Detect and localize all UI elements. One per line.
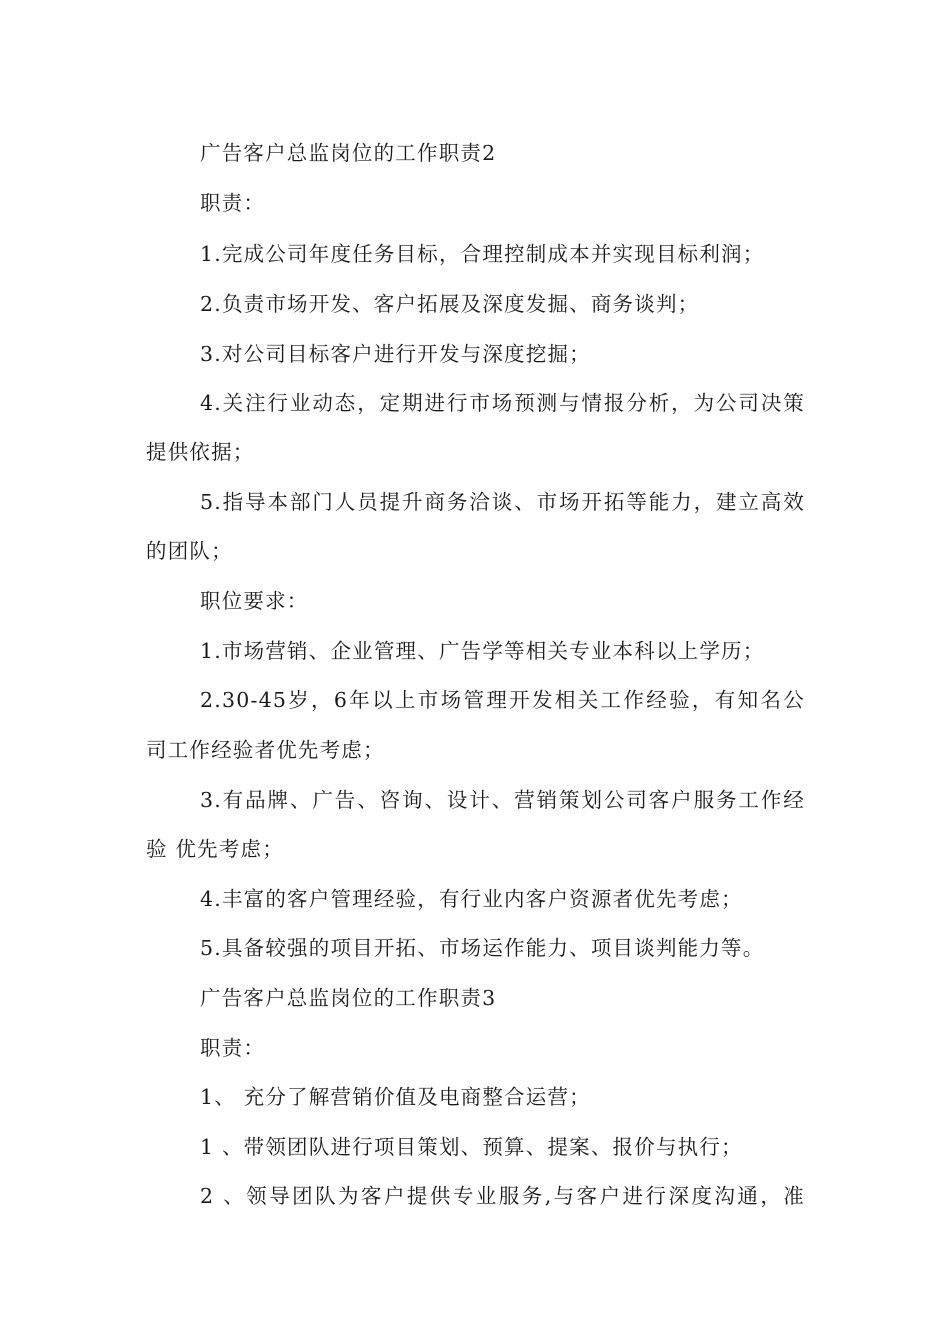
responsibility-item-5-cont: 的团队； [146, 539, 233, 563]
requirement-item-3: 3.有品牌、广告、咨询、设计、营销策划公司客户服务工作经 [200, 788, 805, 812]
responsibility-item-2: 2.负责市场开发、客户拓展及深度发掘、商务谈判； [200, 292, 700, 316]
requirement-item-3-cont: 验 优先考虑； [146, 837, 284, 861]
requirements-label: 职位要求： [200, 589, 309, 613]
duty-item-2: 2 、领导团队为客户提供专业服务,与客户进行深度沟通，准 [200, 1184, 805, 1208]
requirement-item-4: 4.丰富的客户管理经验，有行业内客户资源者优先考虑； [200, 887, 743, 911]
section-heading-2: 广告客户总监岗位的工作职责2 [200, 141, 497, 165]
responsibility-item-3: 3.对公司目标客户进行开发与深度挖掘； [200, 342, 591, 366]
responsibility-item-5: 5.指导本部门人员提升商务洽谈、市场开拓等能力，建立高效 [200, 490, 805, 514]
responsibilities-label: 职责： [200, 191, 266, 215]
responsibility-item-4-cont: 提供依据； [146, 440, 255, 464]
requirement-item-2-cont: 司工作经验者优先考虑； [146, 738, 385, 762]
requirement-item-5: 5.具备较强的项目开拓、市场运作能力、项目谈判能力等。 [200, 936, 765, 960]
requirement-item-2: 2.30-45岁，6年以上市场管理开发相关工作经验，有知名公 [200, 688, 805, 712]
section-heading-3: 广告客户总监岗位的工作职责3 [200, 986, 497, 1010]
requirement-item-1: 1.市场营销、企业管理、广告学等相关专业本科以上学历； [200, 639, 765, 663]
duty-item-1b: 1 、带领团队进行项目策划、预算、提案、报价与执行； [200, 1135, 743, 1159]
responsibility-item-1: 1.完成公司年度任务目标，合理控制成本并实现目标利润； [200, 242, 765, 266]
duty-item-1: 1、 充分了解营销价值及电商整合运营； [200, 1085, 591, 1109]
responsibilities-label-3: 职责： [200, 1036, 266, 1060]
responsibility-item-4: 4.关注行业动态，定期进行市场预测与情报分析，为公司决策 [200, 391, 805, 415]
